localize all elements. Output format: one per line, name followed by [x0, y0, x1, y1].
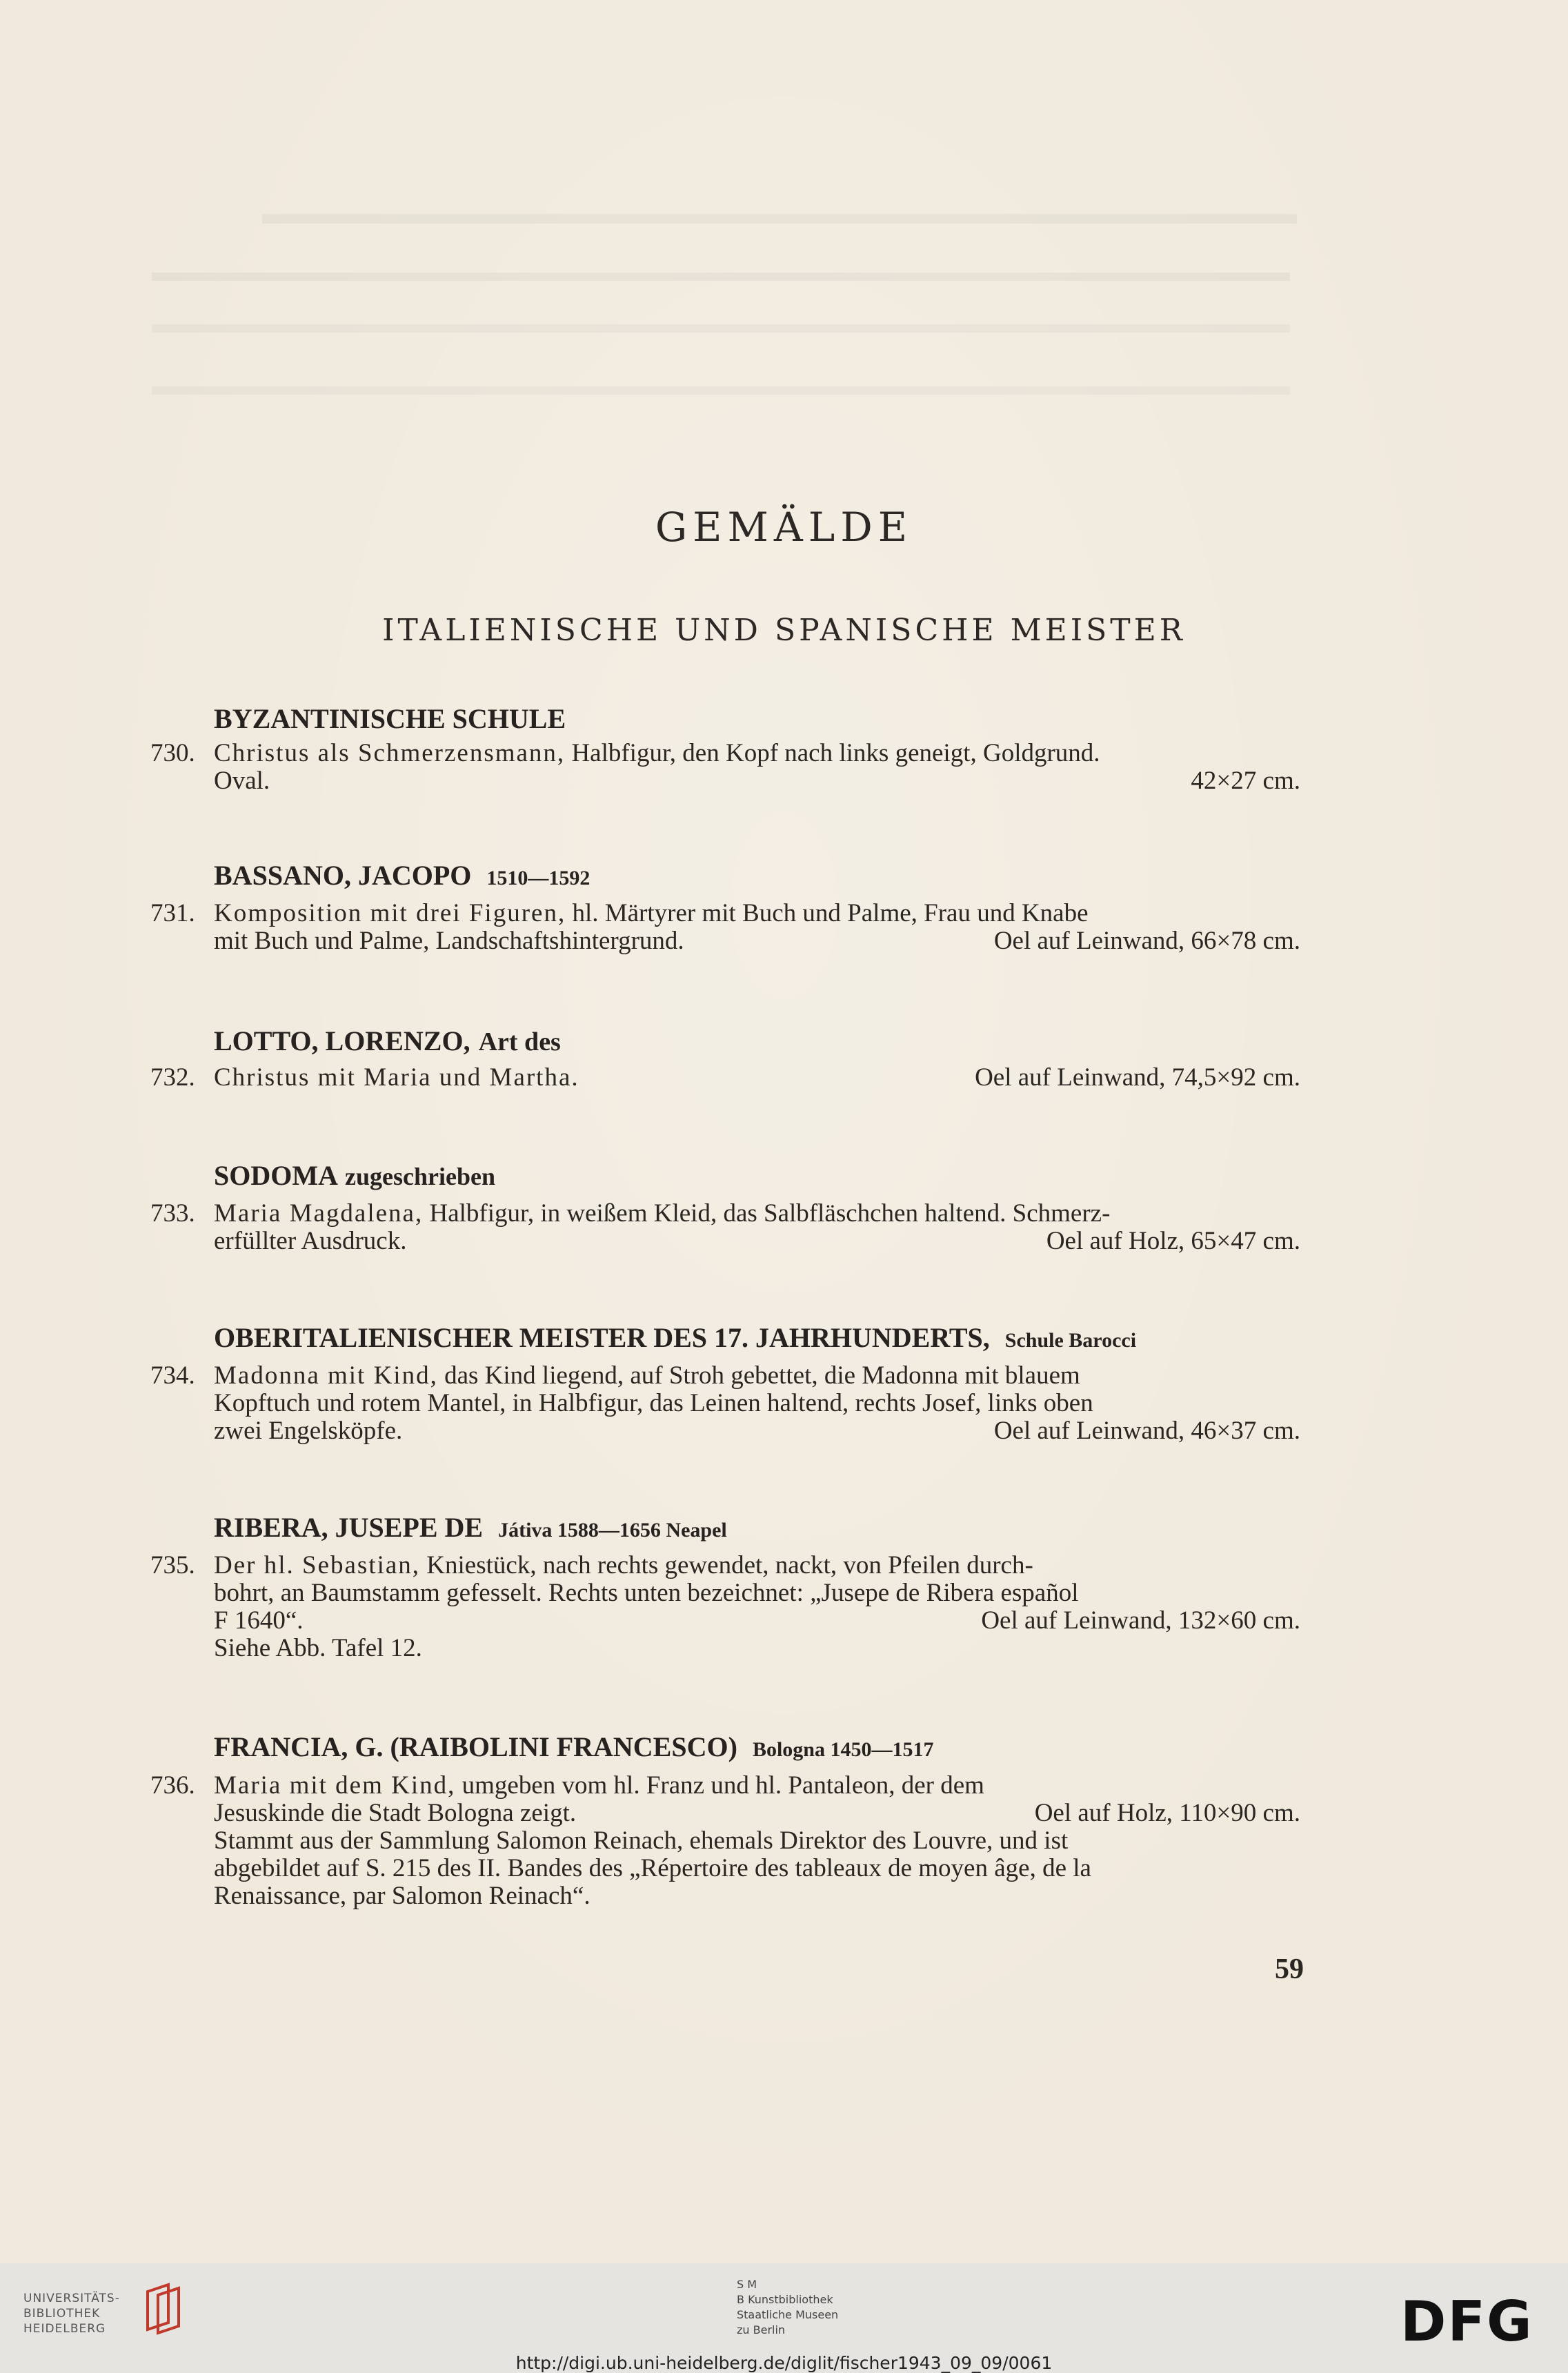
entry-description: Halbfigur, den Kopf nach links geneigt, Goldgrund. — [565, 739, 1100, 767]
entry-text — [214, 1199, 1110, 1228]
entry-line — [214, 1853, 1300, 1884]
entry-text — [214, 898, 1089, 928]
catalog-number: 736. — [150, 1771, 195, 1800]
entry-line — [214, 898, 1300, 929]
section-subtitle: ITALIENISCHE UND SPANISCHE MEISTER — [382, 613, 1186, 648]
entry-line — [214, 1606, 1300, 1636]
entry-line — [214, 1550, 1300, 1581]
entry-text — [214, 1881, 591, 1911]
entry-text — [214, 1388, 1093, 1418]
entry-description: Kopftuch und rotem Mantel, in Halbfigur, das Leinen haltend, rechts Josef, links oben — [214, 1389, 1093, 1417]
artist-heading — [214, 702, 1304, 735]
entry-text — [214, 1550, 1033, 1580]
artist-heading — [214, 1025, 1304, 1057]
entry-description: Kniestück, nach rechts gewendet, nackt, von Pfeilen durch- — [420, 1551, 1033, 1579]
university-logo-icon — [141, 2281, 189, 2336]
artist-heading — [214, 859, 1304, 892]
entry-text — [214, 1771, 984, 1800]
entry-description: umgeben vom hl. Franz und hl. Pantaleon, der dem — [455, 1771, 984, 1800]
entry-description: Siehe Abb. Tafel 12. — [214, 1634, 422, 1662]
entry-line — [214, 926, 1300, 956]
entry-description: das Kind liegend, auf Stroh gebettet, die Madonna mit blauem — [437, 1361, 1080, 1390]
entry-text — [214, 738, 1100, 768]
artist-meta: Bologna 1450—1517 — [752, 1738, 934, 1761]
medium-dimensions: Oel auf Holz, 110×90 cm. — [1034, 1799, 1300, 1827]
medium-dimensions: Oel auf Leinwand, 46×37 cm. — [993, 1417, 1300, 1445]
entry-description: zwei Engelsköpfe. — [214, 1417, 403, 1445]
entry-title-spaced: Komposition mit drei Figuren, — [214, 899, 566, 927]
entry-description: mit Buch und Palme, Landschaftshintergrund. — [214, 927, 684, 955]
smb-kunstbibliothek — [737, 2277, 838, 2338]
entry-description: Jesuskinde die Stadt Bologna zeigt. — [214, 1799, 577, 1827]
catalog-number: 732. — [150, 1063, 195, 1092]
smb-line: Staatliche Museen — [737, 2308, 839, 2321]
page-number: 59 — [1275, 1953, 1304, 1985]
artist-meta: Schule Barocci — [1004, 1329, 1137, 1352]
entry-text — [214, 1416, 402, 1446]
catalog-number: 733. — [150, 1199, 195, 1228]
entry-title-spaced: Maria mit dem Kind, — [214, 1771, 456, 1800]
entry-line — [214, 1199, 1300, 1229]
entry-description: Halbfigur, in weißem Kleid, das Salbfläschchen haltend. Schmerz- — [423, 1199, 1111, 1228]
entry-description: erfüllter Ausdruck. — [214, 1227, 407, 1255]
entry-description: Stammt aus der Sammlung Salomon Reinach, ehemals Direktor des Louvre, und ist — [214, 1826, 1069, 1855]
entry-line — [214, 1416, 1300, 1446]
show-through-texture — [152, 386, 1290, 395]
source-url[interactable]: http://digi.ub.uni-heidelberg.de/diglit/fischer1943_09_09/0061 — [515, 2353, 1053, 2373]
artist-heading — [214, 1321, 1304, 1354]
medium-dimensions: Oel auf Leinwand, 132×60 cm. — [981, 1606, 1300, 1635]
show-through-texture — [262, 214, 1297, 224]
artist-name: LOTTO, LORENZO, — [214, 1025, 470, 1056]
entry-line — [214, 1798, 1300, 1829]
entry-title-spaced: Maria Magdalena, — [214, 1199, 424, 1228]
smb-line: S M — [737, 2278, 757, 2291]
entry-line — [214, 1826, 1300, 1856]
catalog-number: 731. — [150, 899, 195, 927]
entry-line — [214, 766, 1300, 796]
entry-text — [214, 1826, 1068, 1855]
entry-text — [214, 1361, 1080, 1390]
library-line: HEIDELBERG — [23, 2322, 106, 2336]
medium-dimensions: Oel auf Holz, 65×47 cm. — [1046, 1227, 1300, 1255]
entry-line — [214, 1063, 1300, 1093]
artist-heading — [214, 1159, 1304, 1192]
smb-line: B Kunstbibliothek — [737, 2293, 833, 2306]
entry-text — [214, 1633, 422, 1663]
entry-description: abgebildet auf S. 215 des II. Bandes des „Répertoire des tableaux de moyen âge, de la — [214, 1854, 1091, 1882]
artist-name: FRANCIA, G. (RAIBOLINI FRANCESCO) — [214, 1731, 737, 1762]
show-through-texture — [152, 273, 1290, 281]
entry-text — [214, 1578, 1079, 1608]
entry-line — [214, 1633, 1300, 1664]
entry-description: Renaissance, par Salomon Reinach“. — [214, 1882, 591, 1910]
university-library-name — [23, 2291, 120, 2336]
medium-dimensions: 42×27 cm. — [1191, 767, 1300, 795]
entry-title-spaced: Christus als Schmerzensmann, — [214, 739, 566, 767]
artist-meta: zugeschrieben — [345, 1163, 495, 1190]
entry-description: F 1640“. — [214, 1606, 304, 1635]
entry-title-spaced: Christus mit Maria und Martha. — [214, 1063, 579, 1092]
dfg-logo: DFG — [1400, 2290, 1534, 2354]
artist-meta: Játiva 1588—1656 Neapel — [498, 1519, 727, 1542]
medium-dimensions: Oel auf Leinwand, 74,5×92 cm. — [975, 1063, 1300, 1092]
entry-line — [214, 738, 1300, 769]
show-through-texture — [152, 324, 1290, 333]
artist-name: BYZANTINISCHE SCHULE — [214, 703, 566, 734]
entry-line — [214, 1881, 1300, 1911]
entry-text — [214, 1063, 579, 1092]
entry-text — [214, 766, 270, 796]
entry-text — [214, 1798, 576, 1828]
artist-name: BASSANO, JACOPO — [214, 860, 472, 891]
catalog-number: 735. — [150, 1551, 195, 1579]
entry-line — [214, 1771, 1300, 1801]
catalog-number: 734. — [150, 1361, 195, 1390]
entry-line — [214, 1388, 1300, 1419]
artist-name: OBERITALIENISCHER MEISTER DES 17. JAHRHUNDERTS, — [214, 1322, 990, 1353]
entry-description: hl. Märtyrer mit Buch und Palme, Frau und Knabe — [566, 899, 1089, 927]
artist-meta: Art des — [478, 1027, 561, 1056]
entry-description: Oval. — [214, 767, 270, 795]
entry-text — [214, 1853, 1091, 1883]
page-title: GEMÄLDE — [655, 504, 913, 551]
entry-description: bohrt, an Baumstamm gefesselt. Rechts unten bezeichnet: „Jusepe de Ribera español — [214, 1579, 1079, 1607]
library-line: BIBLIOTHEK — [23, 2307, 101, 2321]
artist-heading — [214, 1511, 1304, 1544]
entry-title-spaced: Der hl. Sebastian, — [214, 1551, 421, 1579]
entry-line — [214, 1226, 1300, 1257]
catalog-number: 730. — [150, 739, 195, 767]
medium-dimensions: Oel auf Leinwand, 66×78 cm. — [993, 927, 1300, 955]
artist-name: RIBERA, JUSEPE DE — [214, 1512, 484, 1543]
artist-meta: 1510—1592 — [486, 867, 591, 889]
artist-heading — [214, 1731, 1304, 1763]
entry-title-spaced: Madonna mit Kind, — [214, 1361, 438, 1390]
artist-name: SODOMA — [214, 1160, 338, 1191]
entry-text — [214, 1226, 406, 1256]
entry-line — [214, 1361, 1300, 1391]
entry-text — [214, 1606, 304, 1635]
entry-line — [214, 1578, 1300, 1608]
entry-text — [214, 926, 684, 956]
library-line: UNIVERSITÄTS- — [23, 2292, 120, 2305]
smb-line: zu Berlin — [737, 2323, 786, 2336]
